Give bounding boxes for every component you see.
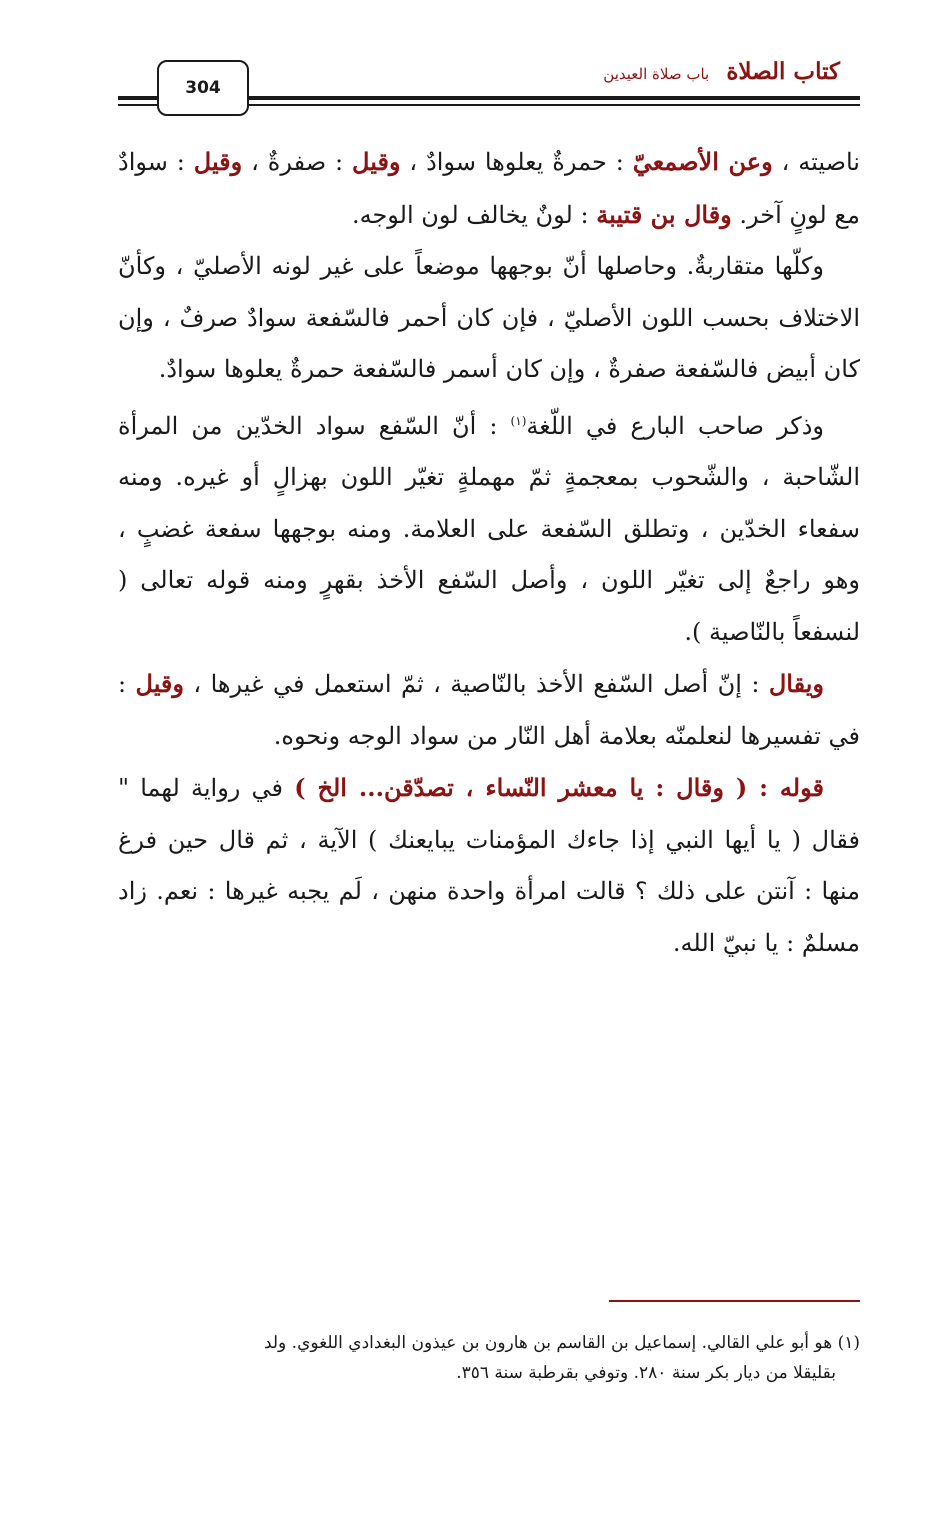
footnote-line-2: بقليقلا من ديار بكر سنة ٢٨٠. وتوفي بقرطبة سنة ٣٥٦. <box>456 1363 836 1383</box>
text-segment: : حمرةٌ يعلوها سوادٌ ، <box>400 148 633 176</box>
text-segment: ناصيته ، <box>772 148 860 176</box>
footnote <box>110 1328 860 1388</box>
text-segment: في رواية لهما " فقال ( يا أيها النبي إذا جاءك المؤمنات يبايعنك ) الآية ، ثم قال حين فرغ منها : آنتن على ذلك ؟ قالت امرأة واحدة منهن ، لَم يجبه غيرها : نعم. زاد مسلمٌ : يا نبيّ الله. <box>118 774 860 957</box>
paragraph <box>118 396 860 659</box>
text-segment: وكلّها متقاربةٌ. وحاصلها أنّ بوجهها موضعاً على غير لونه الأصليّ ، وكأنّ الاختلاف بحسب اللون الأصليّ ، فإن كان أحمر فالسّفعة سوادٌ صرفٌ ، وإن كان أبيض فالسّفعة صفرةٌ ، وإن كان أسمر فالسّفعة حمرةٌ يعلوها سوادٌ. <box>118 252 860 383</box>
footnote-rule <box>609 1300 860 1302</box>
page-header <box>0 0 945 120</box>
keyword: قوله : ( وقال : يا معشر النّساء ، تصدّقن... الخ ) <box>294 773 824 802</box>
body-text <box>118 136 860 969</box>
footnote-reference: (١) <box>510 413 527 428</box>
text-segment: : في تفسيرها لنعلمنّه بعلامة أهل النّار من سواد الوجه ونحوه. <box>118 670 860 750</box>
paragraph <box>118 762 860 969</box>
text-segment: : إنّ أصل السّفع الأخذ بالنّاصية ، ثمّ استعمل في غيرها ، <box>184 670 769 698</box>
paragraph <box>118 241 860 396</box>
keyword: ويقال <box>768 669 824 698</box>
text-segment: : صفرةٌ ، <box>242 148 353 176</box>
text-segment: : سوادٌ مع لونٍ آخر. <box>118 148 860 229</box>
keyword: وعن الأصمعيّ <box>632 147 773 176</box>
header-titles <box>603 58 840 85</box>
keyword: وقال بن قتيبة <box>596 199 732 229</box>
paragraph <box>118 658 860 762</box>
keyword: وقيل <box>193 147 243 176</box>
chapter-title: باب صلاة العيدين <box>603 65 710 83</box>
keyword: وقيل <box>135 669 184 698</box>
text-segment: وذكر صاحب البارع في اللّغة <box>526 411 824 440</box>
book-title: كتاب الصلاة <box>726 58 840 85</box>
paragraph <box>118 136 860 241</box>
text-segment: : أنّ السّفع سواد الخدّين من المرأة الشّاحبة ، والشّحوب بمعجمةٍ ثمّ مهملةٍ تغيّر اللون بهزالٍ أو غيره. ومنه سفعاء الخدّين ، وتطلق السّفعة على العلامة. ومنه بوجهها سفعة غضبٍ ، وهو راجعٌ إلى تغيّر اللون ، وأصل السّفع الأخذ بقهرٍ ومنه قوله تعالى ( لنسفعاً بالنّاصية ). <box>118 411 860 646</box>
text-segment: : لونٌ يخالف لون الوجه. <box>351 200 597 229</box>
footnote-line-1: (١) هو أبو علي القالي. إسماعيل بن القاسم بن هارون بن عيذون البغدادي اللغوي. ولد <box>263 1333 860 1353</box>
keyword: وقيل <box>352 147 401 176</box>
page-number: 304 <box>157 60 249 116</box>
